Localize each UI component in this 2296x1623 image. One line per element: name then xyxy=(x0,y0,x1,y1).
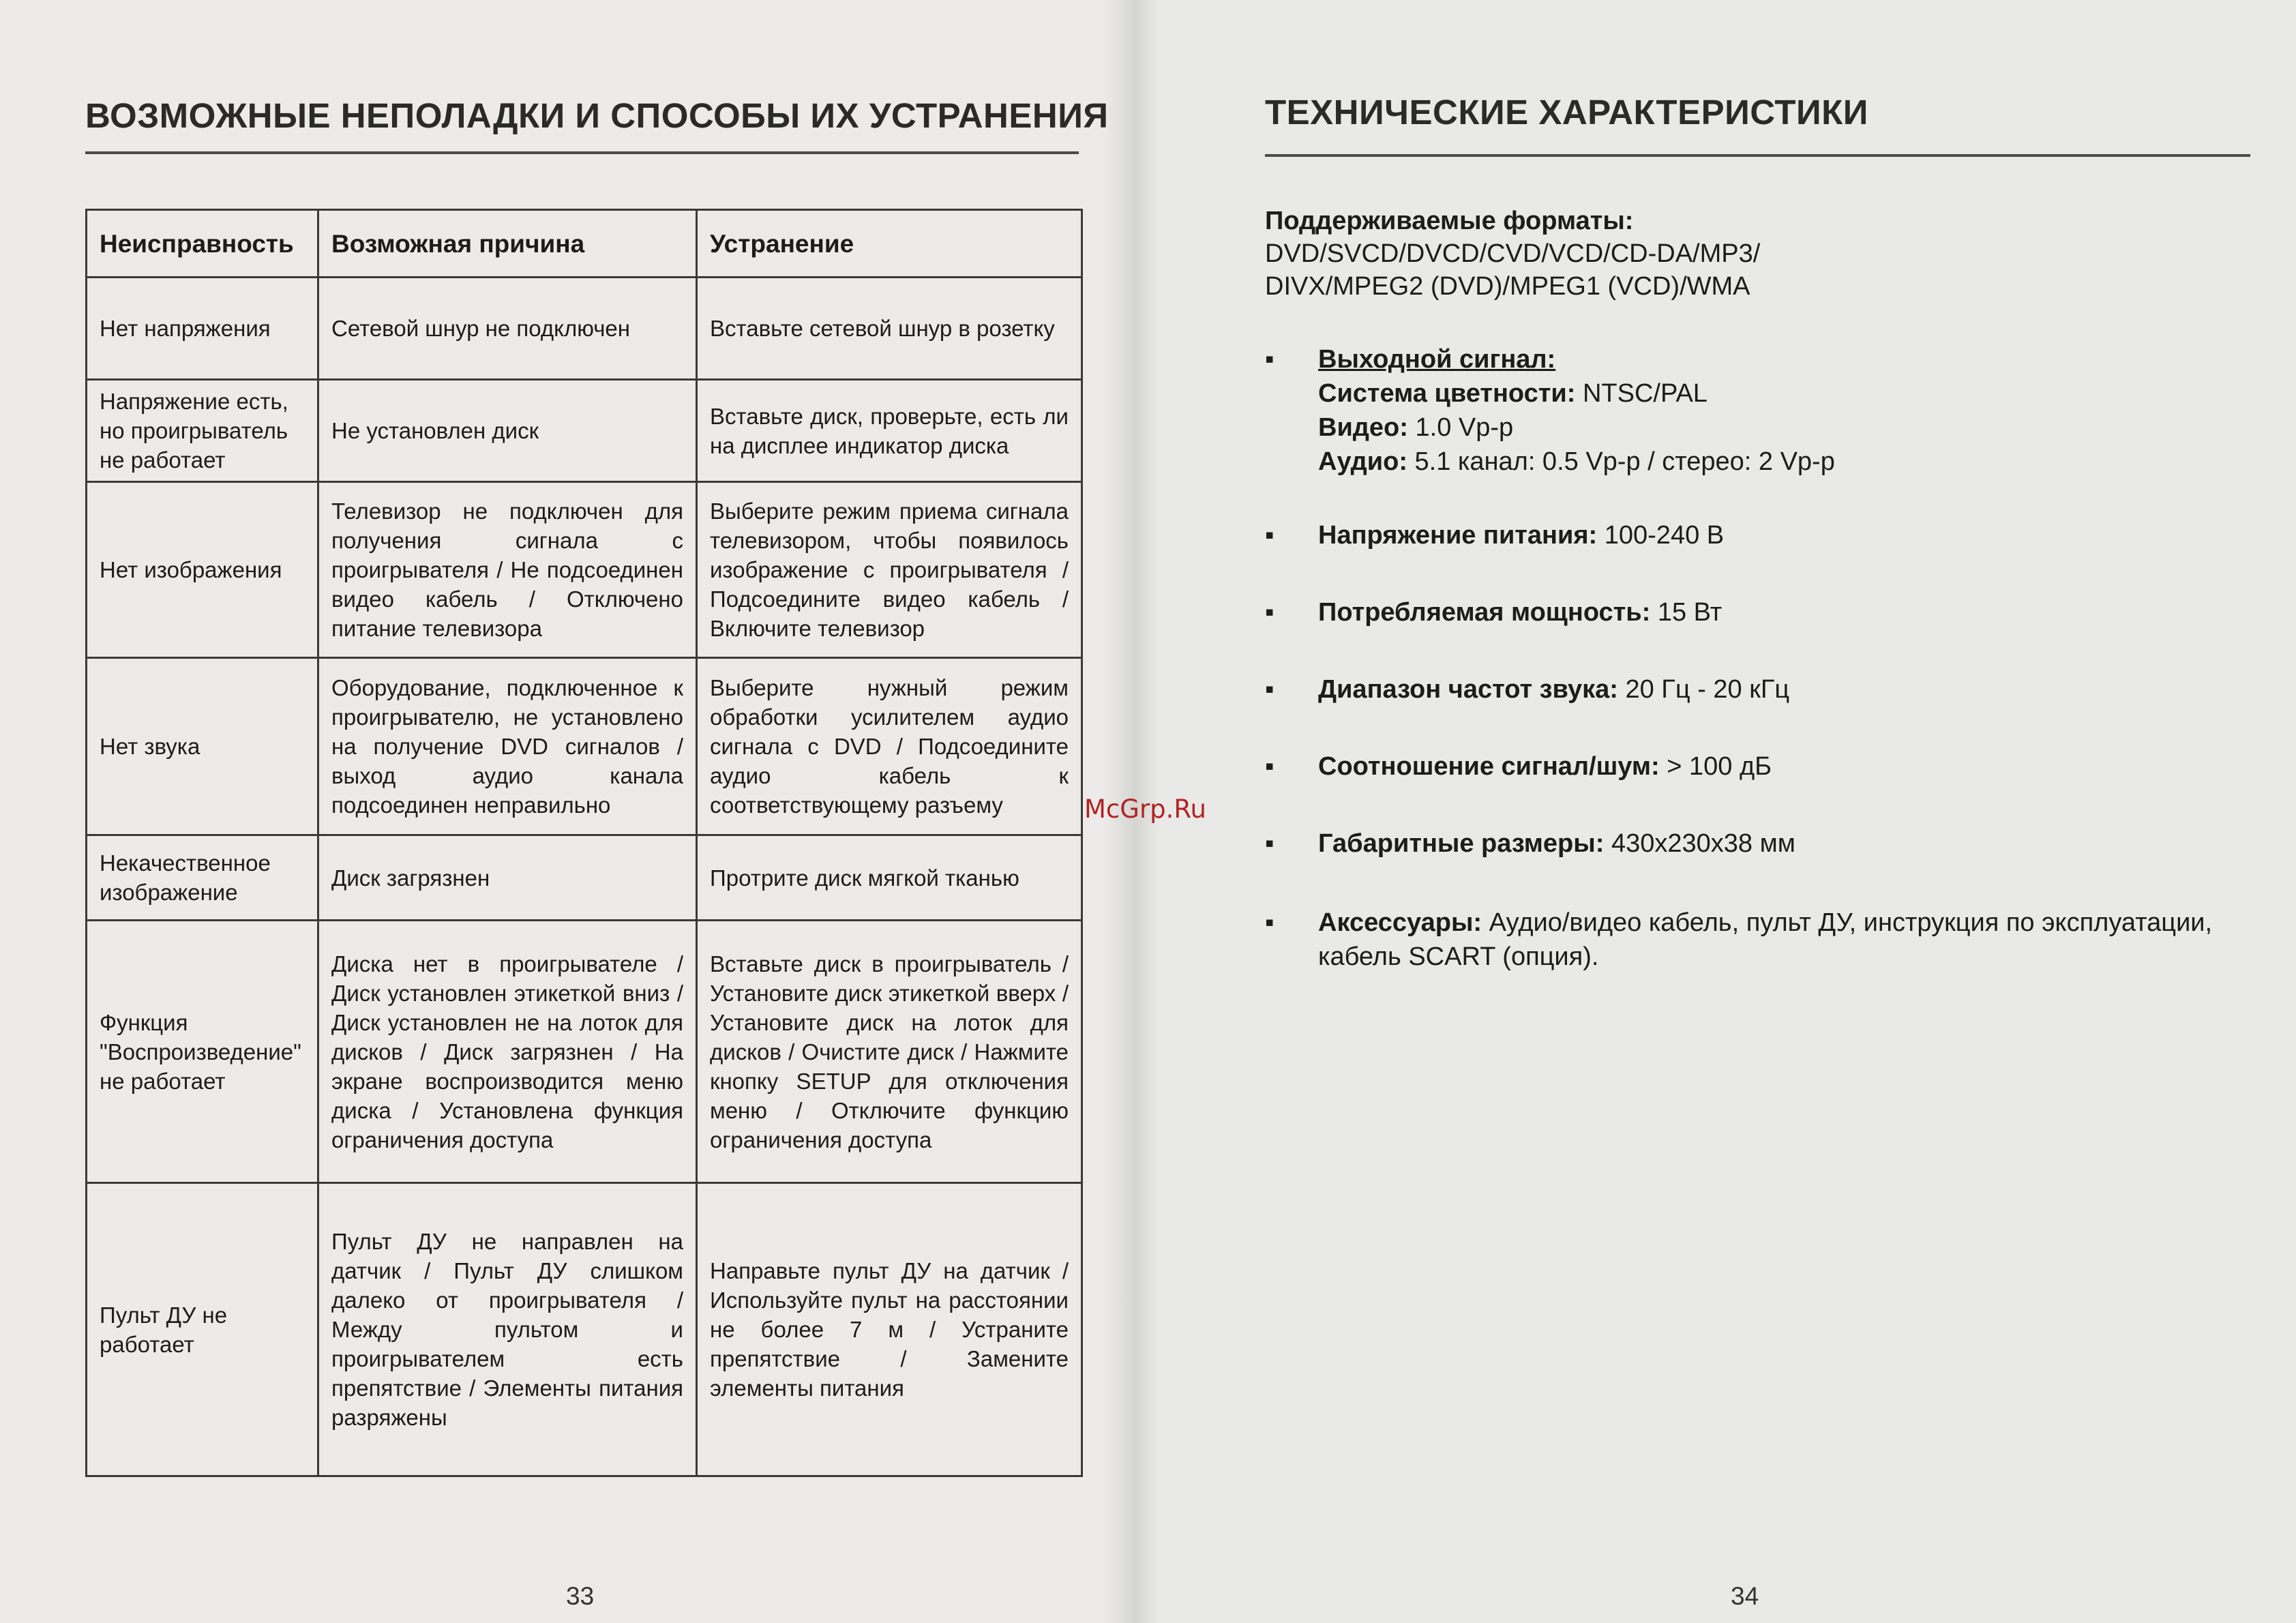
table-row xyxy=(87,482,1082,658)
spec-label: Система цветности: xyxy=(1318,379,1576,408)
cause-cell: Диск загрязнен xyxy=(318,835,697,921)
bullet-icon: ▪ xyxy=(1265,598,1274,627)
troubleshooting-table xyxy=(85,209,1083,1477)
fix-cell: Вставьте диск, проверьте, есть ли на дисплее индикатор диска xyxy=(697,380,1082,482)
title-rule xyxy=(1265,154,2250,157)
table-header-row xyxy=(87,210,1082,278)
spec-value: Аудио/видео кабель, пульт ДУ, инструкция по эксплуатации, кабель SCART (опция). xyxy=(1318,908,2213,971)
problem-cell: Функция "Воспроизведение" не работает xyxy=(87,921,318,1183)
spec-label: Соотношение сигнал/шум: xyxy=(1318,752,1660,781)
spec-label: Потребляемая мощность: xyxy=(1318,598,1651,627)
spec-value: 100-240 В xyxy=(1604,521,1725,550)
spec-value: > 100 дБ xyxy=(1667,752,1772,781)
page-number-left: 33 xyxy=(566,1582,595,1610)
bullet-icon: ▪ xyxy=(1265,908,1274,937)
fix-cell: Выберите режим приема сигнала телевизором, чтобы появилось изображение с проигрывателя / Подсоедините видео кабель / Включите телевизор xyxy=(697,482,1082,658)
cause-cell: Оборудование, подключенное к проигрывателю, не установлено на получение DVD сигналов / выход аудио канала подсоединен неправильно xyxy=(318,658,697,835)
spec-label: Видео: xyxy=(1318,413,1408,442)
fix-cell: Протрите диск мягкой тканью xyxy=(697,835,1082,921)
formats-line: DIVX/MPEG2 (DVD)/MPEG1 (VCD)/WMA xyxy=(1265,272,1750,301)
column-header: Неисправность xyxy=(87,210,318,278)
table-row xyxy=(87,278,1082,380)
spec-value: 20 Гц - 20 кГц xyxy=(1625,675,1790,704)
bullet-icon: ▪ xyxy=(1265,345,1274,374)
problem-cell: Нет изображения xyxy=(87,482,318,658)
spec-label: Напряжение питания: xyxy=(1318,521,1598,550)
formats-line: DVD/SVCD/DVCD/CVD/VCD/CD-DA/MP3/ xyxy=(1265,239,1761,268)
fix-cell: Направьте пульт ДУ на датчик / Используйте пульт на расстоянии не более 7 м / Устраните препятствие / Замените элементы питания xyxy=(697,1183,1082,1476)
troubleshooting-title: ВОЗМОЖНЫЕ НЕПОЛАДКИ И СПОСОБЫ ИХ УСТРАНЕНИЯ xyxy=(85,96,1109,135)
spec-label: Аудио: xyxy=(1318,447,1407,476)
spec-label: Аксессуары: xyxy=(1318,908,1482,937)
column-header: Устранение xyxy=(697,210,1082,278)
table-row xyxy=(87,835,1082,921)
bullet-icon: ▪ xyxy=(1265,521,1274,550)
fix-cell: Вставьте сетевой шнур в розетку xyxy=(697,278,1082,380)
bullet-icon: ▪ xyxy=(1265,829,1274,858)
spec-label: Габаритные размеры: xyxy=(1318,829,1605,858)
table-row xyxy=(87,921,1082,1183)
table-row xyxy=(87,658,1082,835)
problem-cell: Напряжение есть, но проигрыватель не работает xyxy=(87,380,318,482)
title-rule xyxy=(85,151,1079,154)
output-label: Выходной сигнал: xyxy=(1318,345,1556,374)
problem-cell: Некачественное изображение xyxy=(87,835,318,921)
spec-value: NTSC/PAL xyxy=(1582,379,1708,408)
spec-value: 430x230x38 мм xyxy=(1611,829,1795,858)
problem-cell: Пульт ДУ не работает xyxy=(87,1183,318,1476)
problem-cell: Нет звука xyxy=(87,658,318,835)
bullet-icon: ▪ xyxy=(1265,752,1274,781)
page-number-right: 34 xyxy=(1731,1582,1759,1610)
cause-cell: Телевизор не подключен для получения сигнала с проигрывателя / Не подсоединен видео кабель / Отключено питание телевизора xyxy=(318,482,697,658)
supported-formats xyxy=(1265,205,1760,303)
cause-cell: Пульт ДУ не направлен на датчик / Пульт ДУ слишком далеко от проигрывателя / Между пультом и проигрывателем есть препятствие / Элементы питания разряжены xyxy=(318,1183,697,1476)
problem-cell: Нет напряжения xyxy=(87,278,318,380)
formats-label: Поддерживаемые форматы: xyxy=(1265,207,1634,235)
cause-cell: Диска нет в проигрывателе / Диск установлен этикеткой вниз / Диск установлен не на лоток для дисков / Диск загрязнен / На экране воспроизводится меню диска / Установлена функция ограничения доступа xyxy=(318,921,697,1183)
fix-cell: Вставьте диск в проигрыватель / Установите диск этикеткой вверх / Установите диск на лоток для дисков / Очистите диск / Нажмите кнопку SETUP для отключения меню / Отключите функцию ограничения доступа xyxy=(697,921,1082,1183)
spec-label: Диапазон частот звука: xyxy=(1318,675,1618,704)
table-row xyxy=(87,380,1082,482)
spec-value: 5.1 канал: 0.5 Vp-p / стерео: 2 Vp-p xyxy=(1414,447,1835,476)
table-row xyxy=(87,1183,1082,1476)
fix-cell: Выберите нужный режим обработки усилителем аудио сигнала с DVD / Подсоедините аудио кабель к соответствующему разъему xyxy=(697,658,1082,835)
cause-cell: Не установлен диск xyxy=(318,380,697,482)
cause-cell: Сетевой шнур не подключен xyxy=(318,278,697,380)
spec-value: 15 Вт xyxy=(1657,598,1723,627)
column-header: Возможная причина xyxy=(318,210,697,278)
specs-title: ТЕХНИЧЕСКИЕ ХАРАКТЕРИСТИКИ xyxy=(1265,93,1868,132)
spec-value: 1.0 Vp-p xyxy=(1415,413,1514,442)
watermark: McGrp.Ru xyxy=(1084,794,1206,824)
bullet-icon: ▪ xyxy=(1265,675,1274,704)
